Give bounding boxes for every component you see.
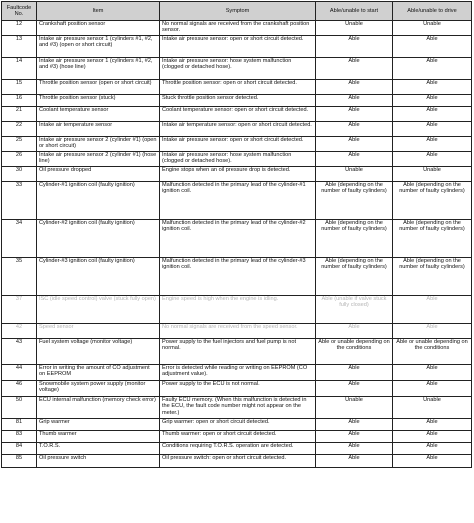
able-to-start: Able	[316, 36, 393, 58]
header-symptom: Symptom	[160, 2, 316, 21]
table-row	[2, 324, 472, 339]
able-to-start: Able	[316, 122, 393, 137]
able-to-drive: Able	[393, 381, 472, 397]
fault-code: 85	[2, 455, 37, 468]
table-row	[2, 137, 472, 152]
item-name: Cylinder-#3 ignition coil (faulty ignition)	[37, 258, 160, 296]
item-name: Coolant temperature sensor	[37, 107, 160, 122]
able-to-drive: Able	[393, 58, 472, 80]
able-to-drive: Able	[393, 365, 472, 381]
item-name: Oil pressure switch	[37, 455, 160, 468]
able-to-drive: Unable	[393, 397, 472, 419]
able-to-start: Able (depending on the number of faulty cylinders)	[316, 220, 393, 258]
able-to-start: Unable	[316, 21, 393, 36]
able-to-start: Able or unable depending on the conditions	[316, 339, 393, 365]
table-row	[2, 107, 472, 122]
header-able-to-drive: Able/unable to drive	[393, 2, 472, 21]
item-name: Speed sensor	[37, 324, 160, 339]
able-to-start: Able	[316, 419, 393, 431]
item-name: Intake air pressure sensor 2 (cylinder #1) (hose line)	[37, 152, 160, 167]
table-row	[2, 95, 472, 107]
fault-code: 44	[2, 365, 37, 381]
symptom-text: Oil pressure switch: open or short circuit detected.	[160, 455, 316, 468]
symptom-text: Power supply to the fuel injectors and fuel pump is not normal.	[160, 339, 316, 365]
able-to-start: Unable	[316, 397, 393, 419]
table-row	[2, 455, 472, 468]
fault-code: 21	[2, 107, 37, 122]
able-to-start: Able	[316, 443, 393, 455]
symptom-text: Stuck throttle position sensor detected.	[160, 95, 316, 107]
symptom-text: Grip warmer: open or short circuit detected.	[160, 419, 316, 431]
fault-code: 81	[2, 419, 37, 431]
table-row	[2, 167, 472, 182]
table-row	[2, 122, 472, 137]
fault-code: 83	[2, 431, 37, 443]
able-to-drive: Unable	[393, 21, 472, 36]
able-to-start: Able	[316, 324, 393, 339]
able-to-drive: Able	[393, 107, 472, 122]
able-to-drive: Able	[393, 80, 472, 95]
able-to-start: Able	[316, 58, 393, 80]
able-to-drive: Able	[393, 431, 472, 443]
fault-code: 50	[2, 397, 37, 419]
able-to-drive: Able	[393, 443, 472, 455]
table-row	[2, 296, 472, 324]
table-row	[2, 182, 472, 220]
fault-code: 22	[2, 122, 37, 137]
able-to-drive: Able	[393, 324, 472, 339]
able-to-start: Able	[316, 381, 393, 397]
symptom-text: Coolant temperature sensor: open or short circuit detected.	[160, 107, 316, 122]
table-row	[2, 36, 472, 58]
table-row	[2, 58, 472, 80]
able-to-start: Able	[316, 95, 393, 107]
symptom-text: Engine stops when an oil pressure drop is detected.	[160, 167, 316, 182]
table-row	[2, 21, 472, 36]
able-to-drive: Able	[393, 95, 472, 107]
symptom-text: Power supply to the ECU is not normal.	[160, 381, 316, 397]
fault-code: 26	[2, 152, 37, 167]
fault-code: 84	[2, 443, 37, 455]
able-to-drive: Able (depending on the number of faulty cylinders)	[393, 182, 472, 220]
able-to-drive: Able	[393, 419, 472, 431]
item-name: Error in writing the amount of CO adjustment on EEPROM	[37, 365, 160, 381]
able-to-start: Able	[316, 80, 393, 95]
symptom-text: Error is detected while reading or writing on EEPROM (CO adjustment value).	[160, 365, 316, 381]
table-row	[2, 381, 472, 397]
table-row	[2, 339, 472, 365]
item-name: Intake air pressure sensor 1 (cylinders #1, #2, and #3) (open or short circuit)	[37, 36, 160, 58]
able-to-start: Able (depending on the number of faulty cylinders)	[316, 182, 393, 220]
symptom-text: Intake air pressure sensor: open or short circuit detected.	[160, 137, 316, 152]
symptom-text: Faulty ECU memory. (When this malfunction is detected in the ECU, the fault code number might not appear on the meter.)	[160, 397, 316, 419]
fault-code: 34	[2, 220, 37, 258]
fault-code: 46	[2, 381, 37, 397]
item-name: Fuel system voltage (monitor voltage)	[37, 339, 160, 365]
able-to-start: Able (depending on the number of faulty cylinders)	[316, 258, 393, 296]
table-row	[2, 258, 472, 296]
table-row	[2, 365, 472, 381]
fault-code-table	[1, 1, 472, 468]
symptom-text: Intake air pressure sensor: hose system malfunction (clogged or detached hose).	[160, 152, 316, 167]
symptom-text: Intake air temperature sensor: open or short circuit detected.	[160, 122, 316, 137]
symptom-text: No normal signals are received from the speed sensor.	[160, 324, 316, 339]
item-name: Thumb warmer	[37, 431, 160, 443]
item-name: Crankshaft position sensor	[37, 21, 160, 36]
able-to-start: Able	[316, 137, 393, 152]
item-name: Throttle position sensor (open or short circuit)	[37, 80, 160, 95]
item-name: Intake air temperature sensor	[37, 122, 160, 137]
able-to-start: Able	[316, 152, 393, 167]
able-to-drive: Able (depending on the number of faulty cylinders)	[393, 258, 472, 296]
symptom-text: Engine speed is high when the engine is idling.	[160, 296, 316, 324]
able-to-drive: Able	[393, 296, 472, 324]
fault-code: 25	[2, 137, 37, 152]
fault-code: 33	[2, 182, 37, 220]
able-to-start: Able	[316, 455, 393, 468]
table-body	[2, 21, 472, 468]
fault-code: 42	[2, 324, 37, 339]
header-code: Faultcode No.	[2, 2, 37, 21]
fault-code: 43	[2, 339, 37, 365]
item-name: Snowmobile system power supply (monitor voltage)	[37, 381, 160, 397]
item-name: Oil pressure dropped	[37, 167, 160, 182]
able-to-drive: Able	[393, 455, 472, 468]
item-name: Cylinder-#2 ignition coil (faulty ignition)	[37, 220, 160, 258]
item-name: Intake air pressure sensor 2 (cylinder #1) (open or short circuit)	[37, 137, 160, 152]
able-to-start: Able (unable if valve stuck fully closed)	[316, 296, 393, 324]
able-to-start: Unable	[316, 167, 393, 182]
header-row	[2, 2, 472, 21]
symptom-text: Malfunction detected in the primary lead of the cylinder-#1 ignition coil.	[160, 182, 316, 220]
table-row	[2, 397, 472, 419]
fault-code: 37	[2, 296, 37, 324]
fault-code: 16	[2, 95, 37, 107]
symptom-text: Throttle position sensor: open or short circuit detected.	[160, 80, 316, 95]
able-to-start: Able	[316, 107, 393, 122]
item-name: Throttle position sensor (stuck)	[37, 95, 160, 107]
item-name: Cylinder-#1 ignition coil (faulty ignition)	[37, 182, 160, 220]
fault-code: 35	[2, 258, 37, 296]
header-able-to-start: Able/unable to start	[316, 2, 393, 21]
symptom-text: Intake air pressure sensor: hose system malfunction (clogged or detached hose).	[160, 58, 316, 80]
symptom-text: Malfunction detected in the primary lead of the cylinder-#2 ignition coil.	[160, 220, 316, 258]
able-to-start: Able	[316, 365, 393, 381]
table-row	[2, 152, 472, 167]
item-name: T.O.R.S.	[37, 443, 160, 455]
able-to-start: Able	[316, 431, 393, 443]
symptom-text: Conditions requiring T.O.R.S. operation are detected.	[160, 443, 316, 455]
symptom-text: Thumb warmer: open or short circuit detected.	[160, 431, 316, 443]
able-to-drive: Able	[393, 36, 472, 58]
table-row	[2, 431, 472, 443]
able-to-drive: Unable	[393, 167, 472, 182]
item-name: Intake air pressure sensor 1 (cylinders #1, #2, and #3) (hose line)	[37, 58, 160, 80]
symptom-text: Malfunction detected in the primary lead of the cylinder-#3 ignition coil.	[160, 258, 316, 296]
fault-code: 14	[2, 58, 37, 80]
item-name: Grip warmer	[37, 419, 160, 431]
able-to-drive: Able (depending on the number of faulty cylinders)	[393, 220, 472, 258]
table-row	[2, 419, 472, 431]
able-to-drive: Able or unable depending on the conditions	[393, 339, 472, 365]
table-row	[2, 443, 472, 455]
header-item: Item	[37, 2, 160, 21]
symptom-text: Intake air pressure sensor: open or short circuit detected.	[160, 36, 316, 58]
table-row	[2, 80, 472, 95]
item-name: ISC (idle speed control) valve (stuck fully open)	[37, 296, 160, 324]
able-to-drive: Able	[393, 152, 472, 167]
fault-code: 13	[2, 36, 37, 58]
fault-code: 30	[2, 167, 37, 182]
able-to-drive: Able	[393, 137, 472, 152]
fault-code: 12	[2, 21, 37, 36]
item-name: ECU internal malfunction (memory check error)	[37, 397, 160, 419]
able-to-drive: Able	[393, 122, 472, 137]
fault-code: 15	[2, 80, 37, 95]
symptom-text: No normal signals are received from the crankshaft position sensor.	[160, 21, 316, 36]
table-row	[2, 220, 472, 258]
